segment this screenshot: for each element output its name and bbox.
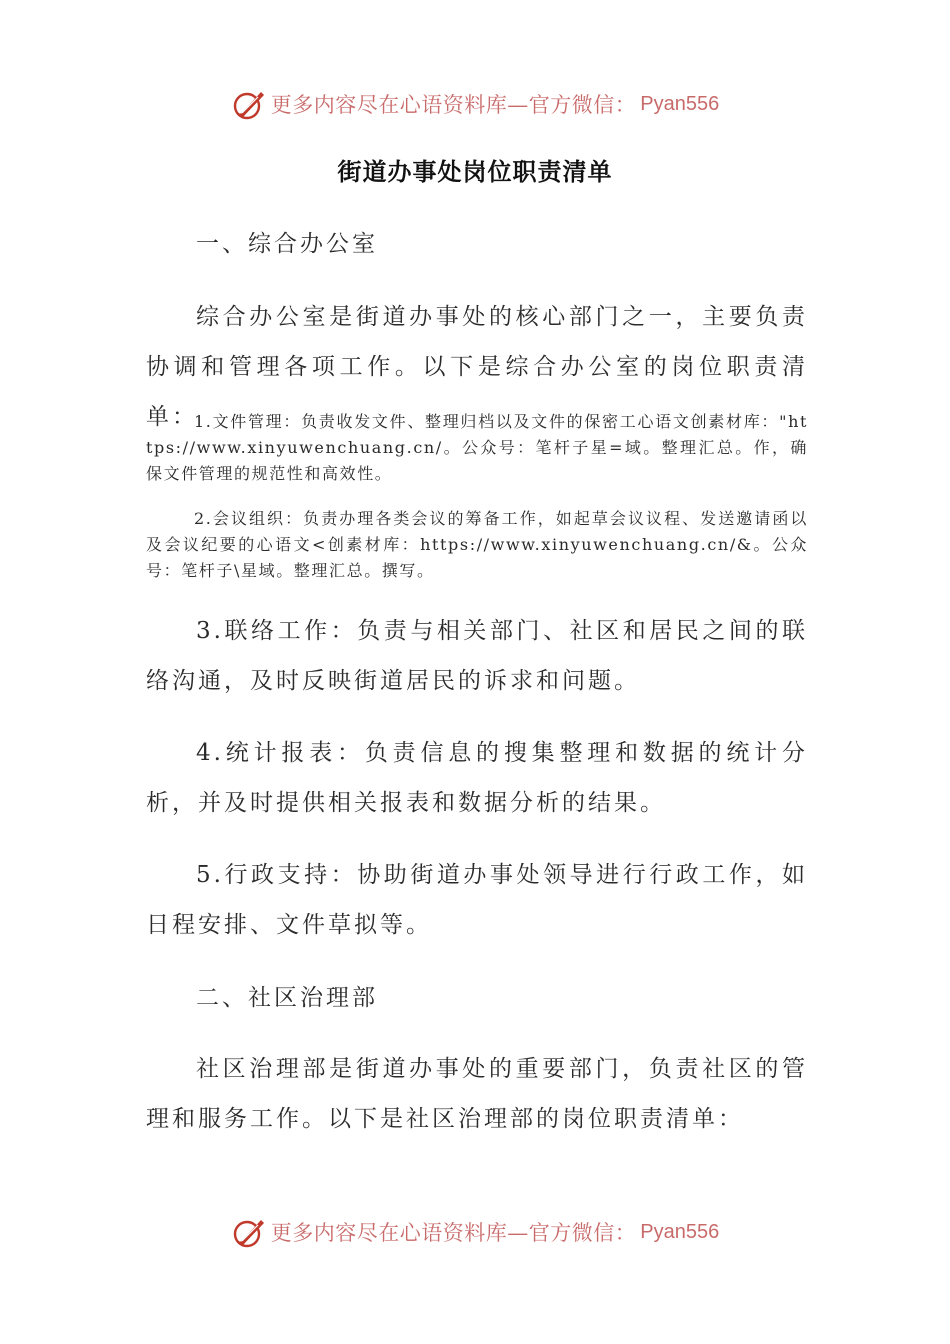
list-item-3: 3.联络工作：负责与相关部门、社区和居民之间的联络沟通，及时反映街道居民的诉求和问题。	[146, 618, 808, 694]
footer-banner	[0, 1212, 950, 1252]
list-item-5: 5.行政支持：协助街道办事处领导进行行政工作，如日程安排、文件草拟等。	[146, 862, 808, 938]
page-title: 街道办事处岗位职责清单	[337, 157, 613, 186]
banner-text: 更多内容尽在心语资料库—官方微信：	[270, 1221, 637, 1245]
list-item-4: 4.统计报表：负责信息的搜集整理和数据的统计分析，并及时提供相关报表和数据分析的结果。	[146, 740, 808, 816]
banner-wechat-id: Pyan556	[640, 92, 720, 115]
quill-pen-logo-icon	[231, 1214, 267, 1250]
banner-text: 更多内容尽在心语资料库—官方微信：	[270, 93, 637, 117]
list-item-1: 1.文件管理：负责收发文件、整理归档以及文件的保密工心语文创素材库："https://www.xinyuwenchuang.cn/。公众号：笔杆子星=域。整理汇总。作，确保文件管理的规范性和高效性。	[146, 412, 808, 483]
section-intro-1: 综合办公室是街道办事处的核心部门之一，主要负责协调和管理各项工作。以下是综合办公室的岗位职责清单：	[146, 304, 808, 430]
header-banner	[0, 84, 950, 124]
section-intro-2: 社区治理部是街道办事处的重要部门，负责社区的管理和服务工作。以下是社区治理部的岗位职责清单：	[146, 1056, 808, 1132]
quill-pen-logo-icon	[231, 86, 267, 122]
section-heading-2: 二、社区治理部	[196, 985, 378, 1011]
banner-wechat-id: Pyan556	[640, 1220, 720, 1243]
list-item-2: 2.会议组织：负责办理各类会议的筹备工作，如起草会议议程、发送邀请函以及会议纪要的心语文<创素材库：https://www.xinyuwenchuang.cn/&。公众号：笔杆子\星域。整理汇总。撰写。	[146, 509, 808, 580]
section-heading-1: 一、综合办公室	[196, 231, 378, 257]
